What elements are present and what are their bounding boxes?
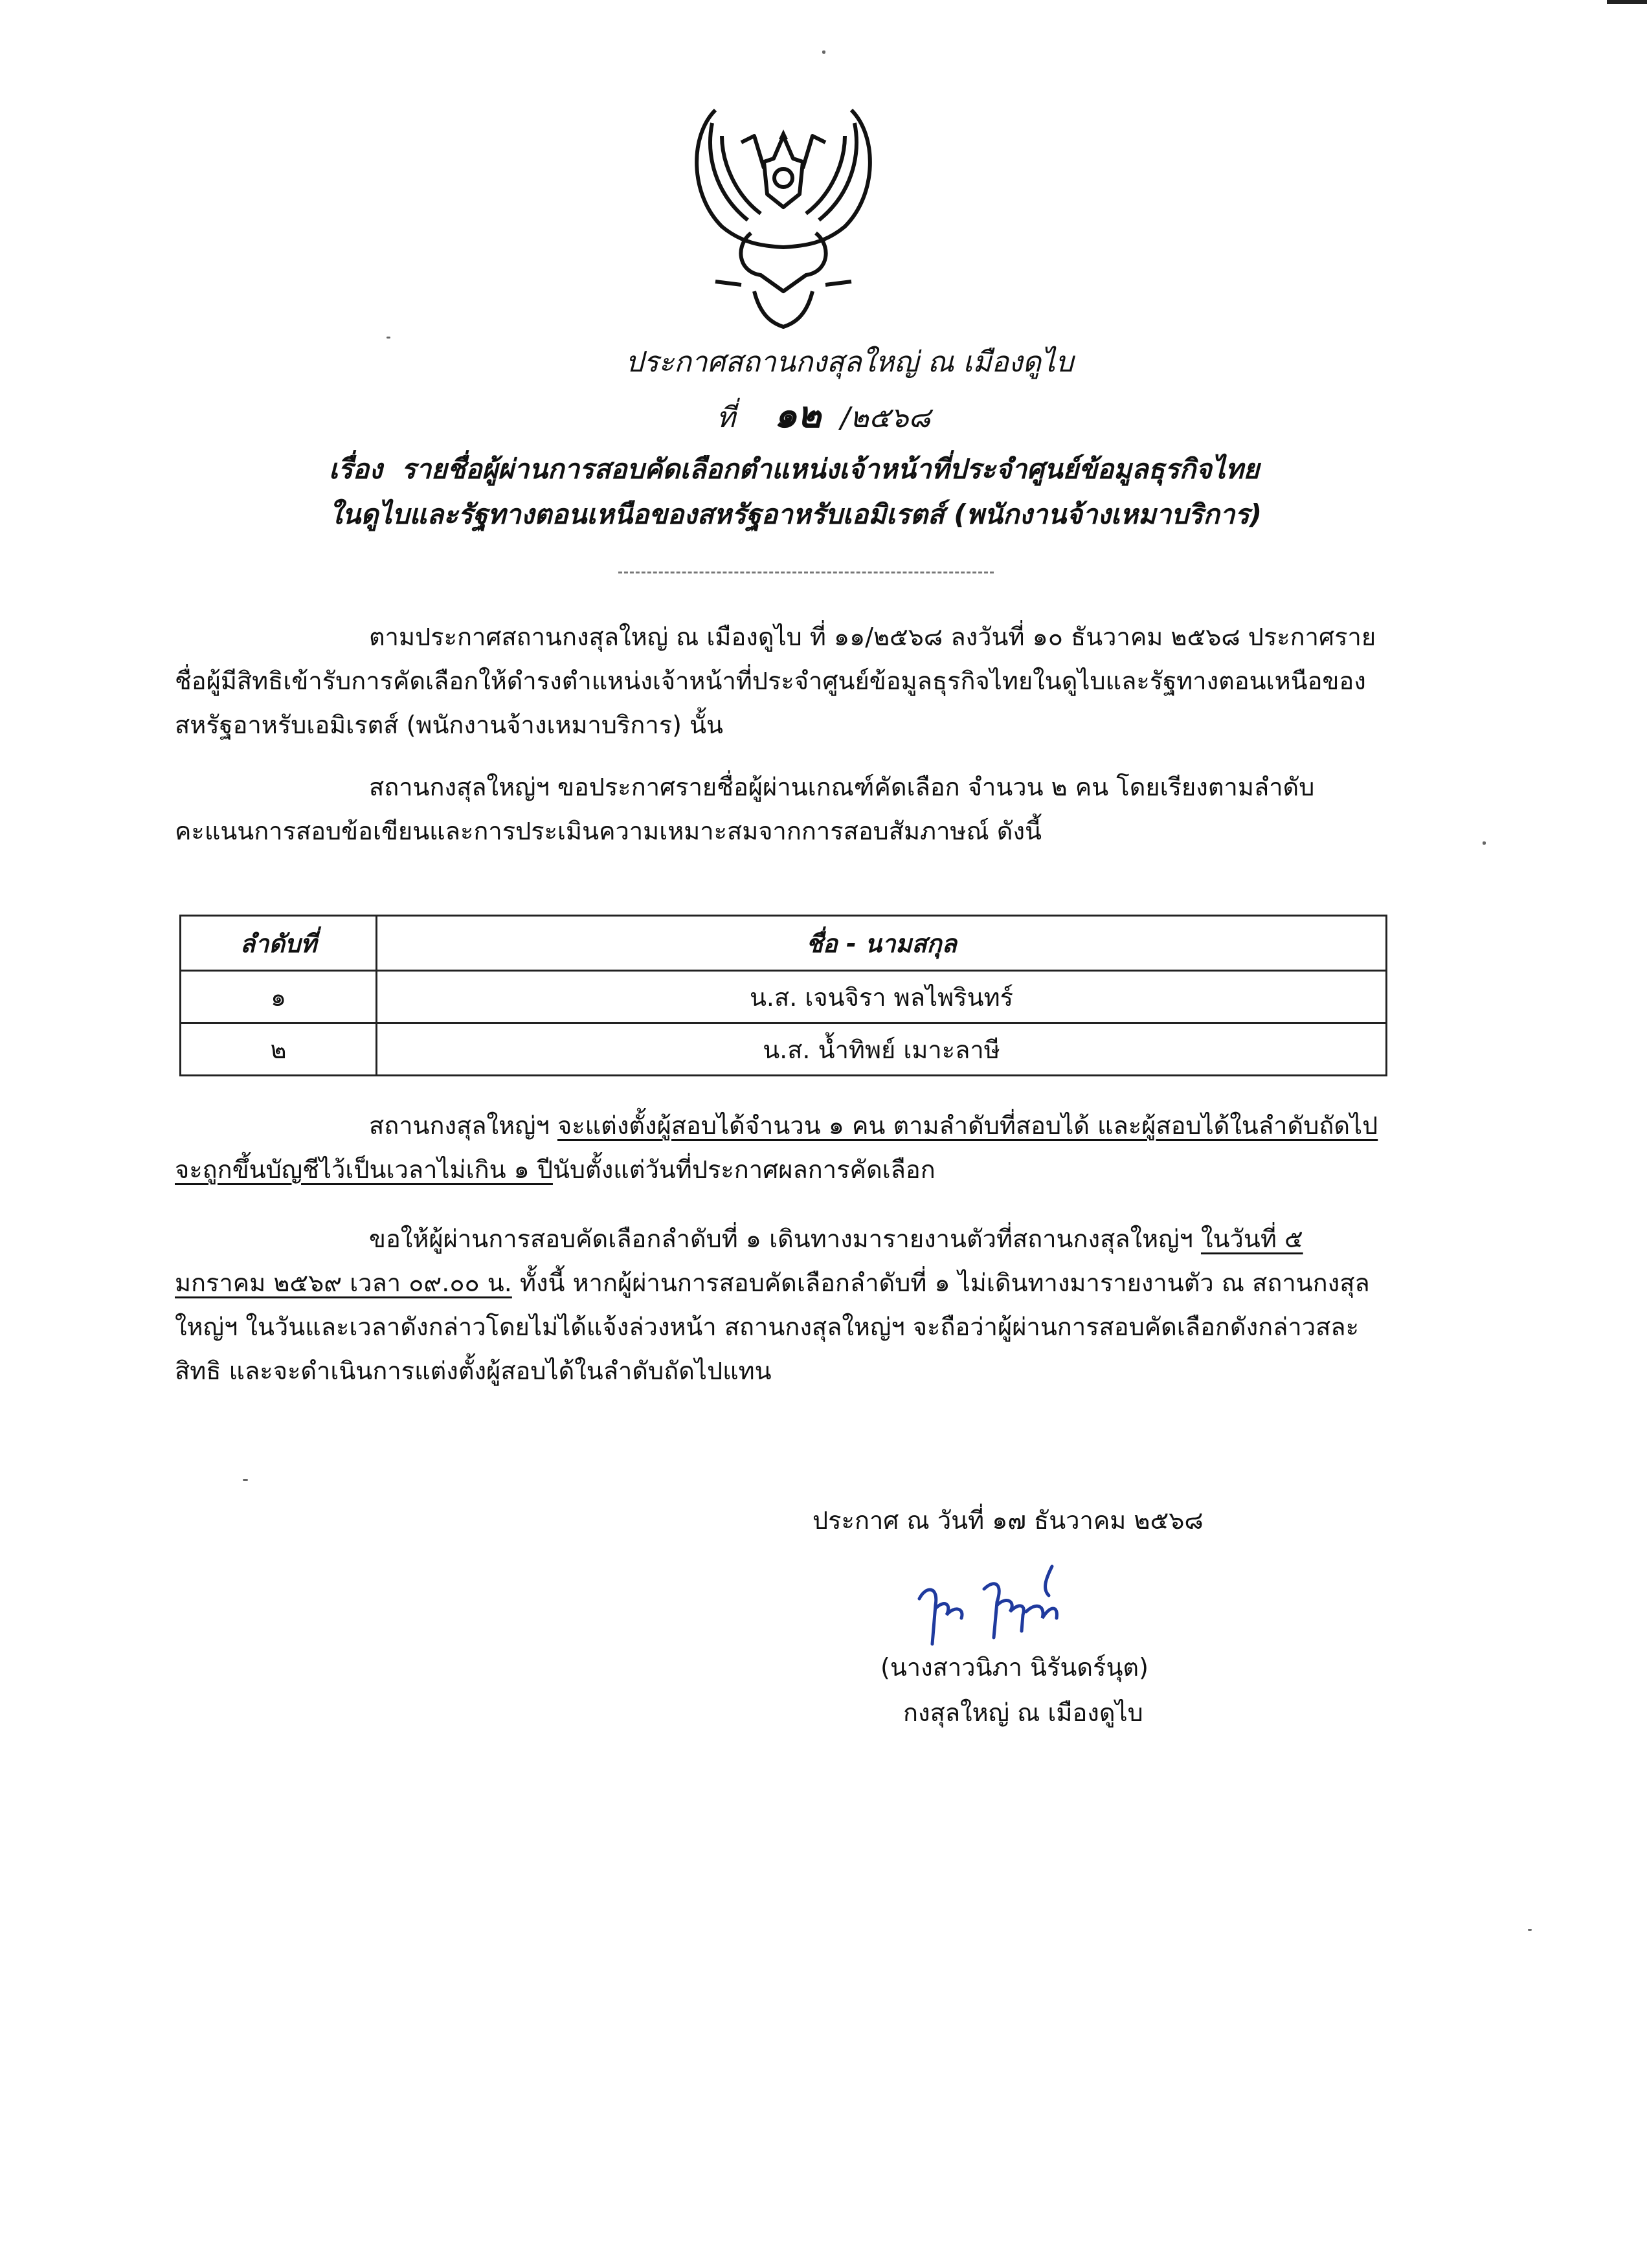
paragraph-4: ขอให้ผู้ผ่านการสอบคัดเลือกลำดับที่ ๑ เดินทางมารายงานตัวที่สถานกงสุลใหญ่ฯ ในวันที่ ๕ มกราคม ๒๕๖๙ เวลา ๐๙.๐๐ น. ทั้งนี้ หากผู้ผ่านการสอบคัดเลือกลำดับที่ ๑ ไม่เดินทางมารายงานตัว ณ สถานกงสุลใหญ่ฯ ในวันและเวลาดังกล่าวโดยไม่ได้แจ้งล่วงหน้า สถานกงสุลใหญ่ฯ จะถือว่าผู้ผ่านการสอบคัดเลือกดังกล่าวสละสิทธิ และจะดำเนินการแต่งตั้งผู้สอบได้ในลำดับถัดไปแทน (175, 1225, 1370, 1385)
appointment-note: จะแต่งตั้งผู้สอบได้จำนวน ๑ คน ตามลำดับที่สอบได้ และผู้สอบได้ในลำดับถัดไปจะถูกขึ้นบัญชีไว้เป็นเวลาไม่เกิน ๑ ปี (175, 1111, 1378, 1184)
number-prefix: ที่ (716, 401, 735, 434)
garuda-emblem-icon (677, 97, 890, 337)
scan-speck (1528, 1929, 1532, 1931)
paragraph-1: ตามประกาศสถานกงสุลใหญ่ ณ เมืองดูไบ ที่ ๑๑/๒๕๖๘ ลงวันที่ ๑๐ ธันวาคม ๒๕๖๘ ประกาศรายชื่อผู้มีสิทธิเข้ารับการคัดเลือกให้ดำรงตำแหน่งเจ้าหน้าที่ประจำศูนย์ข้อมูลธุรกิจไทยในดูไบและรัฐทางตอนเหนือของสหรัฐอาหรับเอมิเรตส์ (พนักงานจ้างเหมาบริการ) นั้น (175, 623, 1376, 739)
candidates-table (179, 915, 1387, 1076)
rank-cell: ๒ (181, 1023, 377, 1076)
subject-label: เรื่อง (329, 453, 383, 485)
signer-title: กงสุลใหญ่ ณ เมืองดูไบ (903, 1698, 1143, 1727)
number-value: ๑๒ (774, 394, 822, 436)
rank-cell: ๑ (181, 971, 377, 1023)
signature-icon (906, 1560, 1114, 1651)
paragraph-2: สถานกงสุลใหญ่ฯ ขอประกาศรายชื่อผู้ผ่านเกณฑ์คัดเลือก จำนวน ๒ คน โดยเรียงตามลำดับคะแนนการสอบข้อเขียนและการประเมินความเหมาะสมจากการสอบสัมภาษณ์ ดังนี้ (175, 773, 1315, 845)
scan-speck (387, 337, 390, 339)
signer-name: (นางสาวนิภา นิรันดร์นุต) (880, 1653, 1148, 1682)
number-year: /๒๕๖๘ (840, 401, 931, 434)
scan-speck (1483, 841, 1486, 845)
subject-line-2: ในดูไบและรัฐทางตอนเหนือของสหรัฐอาหรับเอมิเรตส์ (พนักงานจ้างเหมาบริการ) (329, 498, 1262, 530)
subject-line-1: รายชื่อผู้ผ่านการสอบคัดเลือกตำแหน่งเจ้าหน้าที่ประจำศูนย์ข้อมูลธุรกิจไทย (401, 453, 1260, 485)
scan-speck (822, 50, 825, 54)
name-cell: น.ส. น้ำทิพย์ เมาะลาษี (377, 1023, 1387, 1076)
scan-edge-mark (1607, 0, 1647, 4)
paragraph-3: สถานกงสุลใหญ่ฯ จะแต่งตั้งผู้สอบได้จำนวน ๑ คน ตามลำดับที่สอบได้ และผู้สอบได้ในลำดับถัดไปจะถูกขึ้นบัญชีไว้เป็นเวลาไม่เกิน ๑ ปีนับตั้งแต่วันที่ประกาศผลการคัดเลือก (175, 1111, 1378, 1184)
name-cell: น.ส. เจนจิรา พลไพรินทร์ (377, 971, 1387, 1023)
section-divider (618, 572, 994, 573)
report-date: ในวันที่ ๕ มกราคม ๒๕๖๙ เวลา ๐๙.๐๐ น. (175, 1225, 1303, 1297)
scan-speck (243, 1479, 248, 1481)
header-name: ชื่อ - นามสกุล (377, 916, 1387, 971)
table-row (181, 971, 1387, 1023)
table-row (181, 1023, 1387, 1076)
announcement-number (0, 396, 1647, 438)
announce-date: ประกาศ ณ วันที่ ๑๗ ธันวาคม ๒๕๖๘ (812, 1506, 1204, 1535)
subject (329, 447, 1339, 537)
header-rank: ลำดับที่ (181, 916, 377, 971)
announcement-title: ประกาศสถานกงสุลใหญ่ ณ เมืองดูไบ (625, 346, 1074, 379)
